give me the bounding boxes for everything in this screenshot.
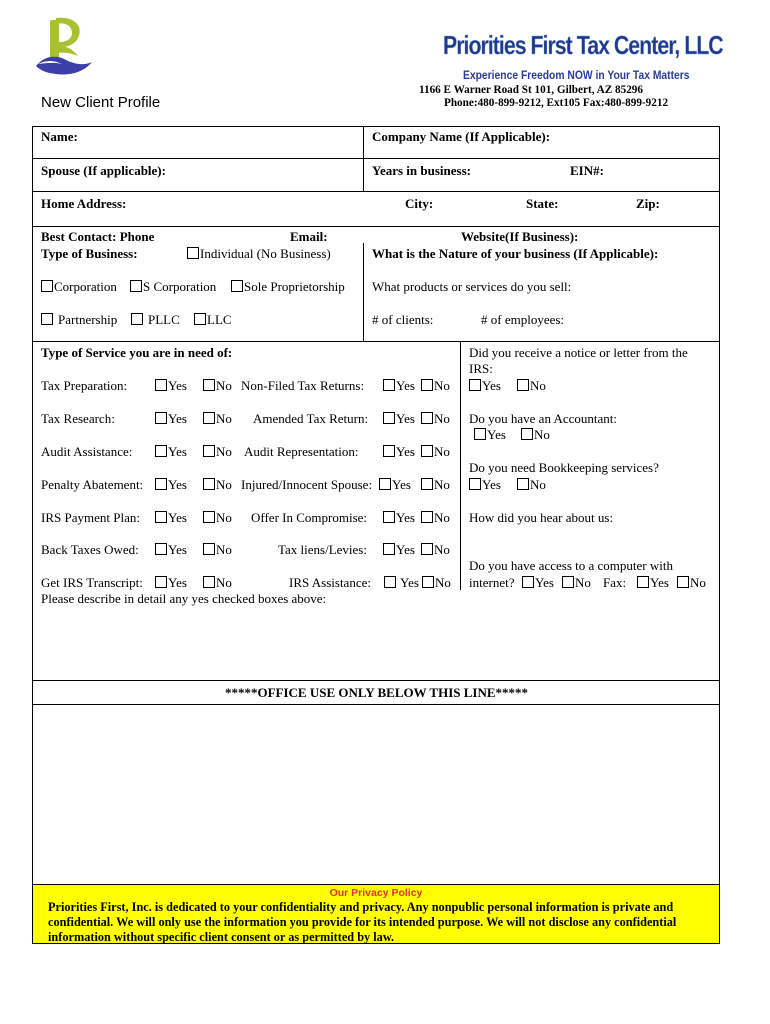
service-label: Penalty Abatement:	[41, 477, 144, 492]
service-label: Amended Tax Return:	[253, 411, 369, 426]
checkbox[interactable]	[155, 478, 167, 490]
checkbox[interactable]	[187, 247, 199, 259]
pllc-option[interactable]: PLLC	[131, 312, 180, 327]
checkbox[interactable]	[421, 511, 433, 523]
office-use-heading: *****OFFICE USE ONLY BELOW THIS LINE*****	[224, 685, 529, 700]
checkbox[interactable]	[421, 412, 433, 424]
yes-option[interactable]: Yes	[155, 378, 187, 393]
checkbox[interactable]	[383, 511, 395, 523]
checkbox[interactable]	[231, 280, 243, 292]
company-name-label: Company Name (If Applicable):	[372, 129, 551, 144]
sole-proprietorship-option[interactable]: Sole Proprietorship	[231, 279, 345, 294]
fax-label: Fax:	[603, 575, 627, 590]
no-option[interactable]: No	[421, 411, 450, 426]
checkbox[interactable]	[562, 576, 574, 588]
checkbox[interactable]	[421, 379, 433, 391]
bookkeeping-question: Do you need Bookkeeping services?	[469, 460, 659, 475]
row-divider	[33, 680, 720, 681]
irs-notice-question: Did you receive a notice or letter from the	[469, 345, 688, 360]
checkbox[interactable]	[203, 412, 215, 424]
hear-about-us-question: How did you hear about us:	[469, 510, 614, 525]
checkbox[interactable]	[521, 428, 533, 440]
yes-option[interactable]: Yes	[522, 575, 554, 590]
describe-label: Please describe in detail any yes checked boxes above:	[41, 591, 327, 606]
checkbox[interactable]	[517, 379, 529, 391]
checkbox[interactable]	[421, 543, 433, 555]
checkbox[interactable]	[155, 445, 167, 457]
no-option[interactable]: No	[203, 575, 232, 590]
service-label: Tax Research:	[41, 411, 115, 426]
no-option[interactable]: No	[517, 378, 546, 393]
logo	[34, 14, 94, 80]
no-option[interactable]: No	[203, 411, 232, 426]
checkbox[interactable]	[383, 445, 395, 457]
yes-option[interactable]: Yes	[383, 510, 415, 525]
products-services-label: What products or services do you sell:	[372, 279, 572, 294]
checkbox[interactable]	[422, 576, 434, 588]
num-employees-label: # of employees:	[481, 312, 565, 327]
city-label: City:	[405, 196, 434, 211]
yes-option[interactable]: Yes	[383, 542, 415, 557]
type-of-business-label: Type of Business:	[41, 246, 138, 261]
individual-option[interactable]: Individual (No Business)	[187, 246, 331, 261]
checkbox[interactable]	[383, 379, 395, 391]
checkbox[interactable]	[522, 576, 534, 588]
type-of-service-label: Type of Service you are in need of:	[41, 345, 233, 360]
checkbox[interactable]	[203, 511, 215, 523]
checkbox[interactable]	[517, 478, 529, 490]
service-label: Tax liens/Levies:	[278, 542, 367, 557]
checkbox[interactable]	[469, 379, 481, 391]
column-divider	[363, 126, 364, 191]
checkbox[interactable]	[677, 576, 689, 588]
best-contact-label: Best Contact: Phone	[41, 229, 155, 244]
checkbox[interactable]	[203, 543, 215, 555]
service-label: Get IRS Transcript:	[41, 575, 143, 590]
yes-option[interactable]: Yes	[383, 411, 415, 426]
checkbox[interactable]	[131, 313, 143, 325]
row-divider	[33, 341, 720, 342]
llc-option[interactable]: LLC	[194, 312, 232, 327]
service-label: Non-Filed Tax Returns:	[241, 378, 365, 393]
checkbox[interactable]	[421, 478, 433, 490]
privacy-policy-box	[33, 884, 719, 943]
checkbox[interactable]	[384, 576, 396, 588]
column-divider	[363, 243, 364, 341]
row-divider	[33, 191, 720, 192]
accountant-question: Do you have an Accountant:	[469, 411, 618, 426]
yes-option[interactable]: Yes	[155, 542, 187, 557]
no-option[interactable]: No	[562, 575, 591, 590]
corporation-option[interactable]: Corporation	[41, 279, 117, 294]
describe-textarea[interactable]	[40, 608, 712, 678]
website-label: Website(If Business):	[461, 229, 579, 244]
company-tagline: Experience Freedom NOW in Your Tax Matters	[463, 68, 690, 82]
yes-option[interactable]: Yes	[383, 378, 415, 393]
row-divider	[33, 158, 720, 159]
s-corporation-option[interactable]: S Corporation	[130, 279, 216, 294]
service-label: Injured/Innocent Spouse:	[241, 477, 373, 492]
no-option[interactable]: No	[203, 378, 232, 393]
service-label: Offer In Compromise:	[251, 510, 368, 525]
checkbox[interactable]	[155, 379, 167, 391]
ein-label: EIN#:	[570, 163, 604, 178]
privacy-policy-title: Our Privacy Policy	[329, 887, 423, 899]
no-option[interactable]: No	[422, 575, 451, 590]
checkbox[interactable]	[469, 478, 481, 490]
yes-option[interactable]: Yes	[469, 378, 501, 393]
years-in-business-label: Years in business:	[372, 163, 471, 178]
service-label: IRS Payment Plan:	[41, 510, 140, 525]
no-option[interactable]: No	[421, 378, 450, 393]
service-label: Audit Assistance:	[41, 444, 133, 459]
computer-question-cont: internet?	[469, 575, 515, 590]
no-option[interactable]: No	[421, 444, 450, 459]
service-label: Tax Preparation:	[41, 378, 128, 393]
home-address-label: Home Address:	[41, 196, 127, 211]
yes-option[interactable]: Yes	[384, 575, 419, 590]
row-divider	[33, 704, 720, 705]
yes-option[interactable]: Yes	[474, 427, 506, 442]
no-option[interactable]: No	[203, 510, 232, 525]
checkbox[interactable]	[203, 576, 215, 588]
no-option[interactable]: No	[521, 427, 550, 442]
row-divider	[33, 226, 720, 227]
checkbox[interactable]	[194, 313, 206, 325]
no-option[interactable]: No	[677, 575, 706, 590]
yes-option[interactable]: Yes	[637, 575, 669, 590]
checkbox[interactable]	[41, 313, 53, 325]
no-option[interactable]: No	[421, 477, 450, 492]
checkbox[interactable]	[155, 511, 167, 523]
company-address: 1166 E Warner Road St 101, Gilbert, AZ 85296	[419, 84, 643, 96]
yes-option[interactable]: Yes	[469, 477, 501, 492]
no-option[interactable]: No	[203, 444, 232, 459]
service-label: Audit Representation:	[244, 444, 359, 459]
column-divider	[460, 341, 461, 590]
no-option[interactable]: No	[203, 477, 232, 492]
computer-question: Do you have access to a computer with	[469, 558, 673, 573]
checkbox[interactable]	[203, 379, 215, 391]
yes-option[interactable]: Yes	[155, 477, 187, 492]
no-option[interactable]: No	[517, 477, 546, 492]
checkbox[interactable]	[474, 428, 486, 440]
nature-of-business-label: What is the Nature of your business (If Applicable):	[372, 246, 659, 261]
spouse-label: Spouse (If applicable):	[41, 163, 166, 178]
checkbox[interactable]	[155, 576, 167, 588]
no-option[interactable]: No	[421, 542, 450, 557]
no-option[interactable]: No	[203, 542, 232, 557]
form-title: New Client Profile	[41, 94, 161, 111]
no-option[interactable]: No	[421, 510, 450, 525]
checkbox[interactable]	[155, 543, 167, 555]
yes-option[interactable]: Yes	[155, 411, 187, 426]
privacy-policy-text: Priorities First, Inc. is dedicated to your confidentiality and privacy. Any nonpublic personal information is private and confidential. We will only use the information you provide for its intended purpose. We will not disclose any confidential information without specific client consent or as permitted by law.	[48, 900, 677, 944]
checkbox[interactable]	[379, 478, 391, 490]
yes-option[interactable]: Yes	[383, 444, 415, 459]
state-label: State:	[526, 196, 559, 211]
checkbox[interactable]	[637, 576, 649, 588]
checkbox[interactable]	[383, 412, 395, 424]
irs-notice-question-cont: IRS:	[469, 361, 493, 376]
company-phone: Phone:480-899-9212, Ext105 Fax:480-899-9212	[444, 97, 669, 109]
yes-option[interactable]: Yes	[379, 477, 411, 492]
checkbox[interactable]	[421, 445, 433, 457]
checkbox[interactable]	[203, 445, 215, 457]
yes-option[interactable]: Yes	[155, 575, 187, 590]
company-name: Priorities First Tax Center, LLC	[443, 30, 723, 60]
checkbox[interactable]	[130, 280, 142, 292]
checkbox[interactable]	[41, 280, 53, 292]
service-label: IRS Assistance:	[289, 575, 371, 590]
num-clients-label: # of clients:	[372, 312, 434, 327]
name-label: Name:	[41, 129, 78, 144]
checkbox[interactable]	[203, 478, 215, 490]
logo-mark-icon	[34, 14, 94, 80]
partnership-option[interactable]: Partnership	[41, 312, 117, 327]
zip-label: Zip:	[636, 196, 660, 211]
yes-option[interactable]: Yes	[155, 444, 187, 459]
office-use-area	[34, 706, 718, 882]
checkbox[interactable]	[383, 543, 395, 555]
service-label: Back Taxes Owed:	[41, 542, 139, 557]
checkbox[interactable]	[155, 412, 167, 424]
email-label: Email:	[290, 229, 328, 244]
yes-option[interactable]: Yes	[155, 510, 187, 525]
